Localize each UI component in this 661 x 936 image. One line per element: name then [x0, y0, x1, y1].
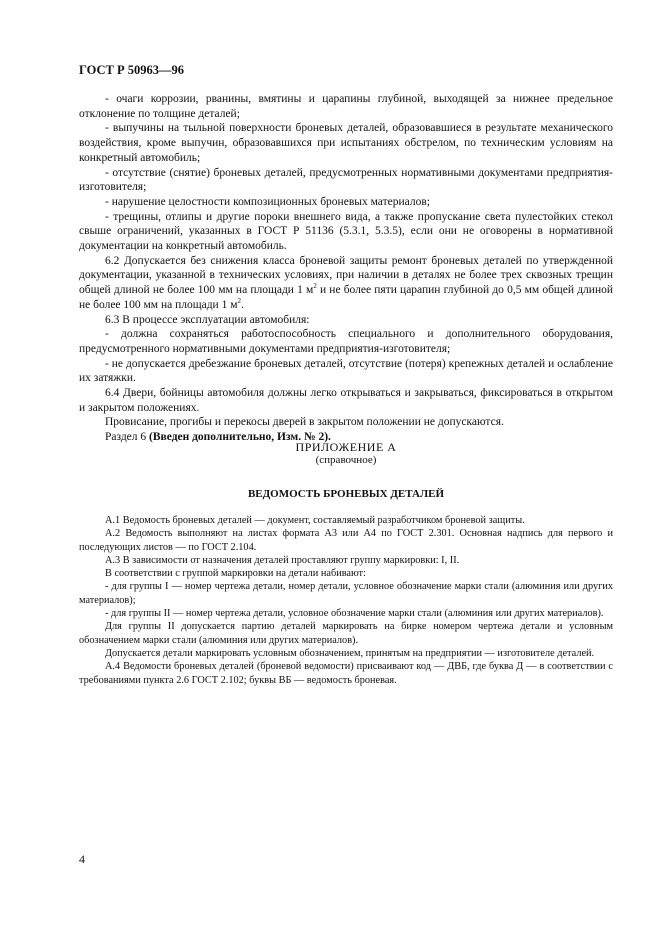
paragraph: Провисание, прогибы и перекосы дверей в закрытом положении не допускаются. [105, 416, 504, 429]
clause-6-3: 6.3 В процессе эксплуатации автомобиля: [105, 313, 310, 326]
list-item: - трещины, отлипы и другие пороки внешнего вида, а также пропускание света пулестойких стекол свыше ограничений, указанных в ГОСТ Р 51136 (5.3.1, 5.3.5), если они не оговорены в нормативной документации на конкретный автомобиль. [79, 210, 613, 253]
clause-text: и не более пяти царапин глубиной до 0,5 мм общей длиной не более 100 мм на площади 1 м [79, 284, 613, 311]
document-body [79, 92, 613, 445]
list-item: - выпучины на тыльной поверхности броневых деталей, образовавшиеся в результате механического воздействия, кроме выпучин, образовавшихся при испытаниях обстрелом, по техническим условиям на конкретный автомобиль; [79, 122, 613, 164]
list-item: - должна сохраняться работоспособность специального и дополнительного оборудования, предусмотренного нормативными документами предприятия-изготовителя; [79, 328, 613, 355]
list-item: - не допускается дребезжание броневых деталей, отсутствие (потеря) крепежных деталей и ослабление их затяжки. [79, 357, 613, 385]
paragraph: А.4 Ведомости броневых деталей (броневой ведомости) присваивают код — ДВБ, где буква Д — в соответствии с требованиями пункта 2.6 ГОСТ 2.102; буквы ВБ — ведомость броневая. [79, 661, 613, 686]
section-title: ВЕДОМОСТЬ БРОНЕВЫХ ДЕТАЛЕЙ [247, 488, 445, 500]
superscript: 2 [237, 297, 241, 306]
amendment-bold: (Введен дополнительно, Изм. № 2). [149, 431, 331, 444]
appendix-body [79, 514, 613, 687]
paragraph: В соответствии с группой маркировки на детали набивают: [105, 568, 366, 580]
list-item: - очаги коррозии, рванины, вмятины и царапины глубиной, выходящей за нижнее предельное отклонение по толщине деталей; [79, 93, 613, 120]
clause-6-2 [79, 254, 613, 313]
list-item: - для группы II — номер чертежа детали, условное обозначение марки стали (алюминия или других материалов). [105, 608, 604, 620]
list-item: - для группы I — номер чертежа детали, номер детали, условное обозначение марки стали (алюминия или других материалов); [79, 581, 613, 606]
list-item: - нарушение целостности композиционных броневых материалов; [105, 195, 430, 208]
paragraph: А.1 Ведомость броневых деталей — документ, составляемый разработчиком броневой защиты. [105, 515, 525, 526]
appendix-subtitle: (справочное) [315, 454, 377, 466]
clause-text: . [240, 298, 244, 311]
appendix-title: ПРИЛОЖЕНИЕ А [295, 440, 397, 454]
paragraph: А.3 В зависимости от назначения деталей проставляют группу маркировки: I, II. [105, 554, 460, 566]
paragraph: Для группы II допускается партию деталей маркировать на бирке номером чертежа детали и условным обозначением марки стали (алюминия или других материалов). [79, 621, 613, 646]
clause-text: 6.2 Допускается без снижения класса броневой защиты ремонт броневых деталей по утвержденной документации, указанной в технических условиях, при наличии в деталях не более трех сквозных трещин общей длиной не более 100 мм на площади 1 м [79, 254, 613, 297]
paragraph: А.2 Ведомость выполняют на листах формата А3 или А4 по ГОСТ 2.301. Основная надпись для первого и последующих листов — по ГОСТ 2.104. [79, 528, 613, 553]
page-number: 4 [79, 852, 85, 866]
superscript: 2 [313, 282, 317, 291]
amendment-prefix: Раздел 6 [105, 431, 150, 444]
clause-6-4: 6.4 Двери, бойницы автомобиля должны легко открываться и закрываться, фиксироваться в открытом и закрытом положениях. [79, 387, 613, 414]
document-header: ГОСТ Р 50963—96 [79, 63, 185, 77]
list-item: - отсутствие (снятие) броневых деталей, предусмотренных нормативными документами предприятия-изготовителя; [79, 166, 613, 194]
paragraph: Допускается детали маркировать условным обозначением, принятым на предприятии — изготовителе деталей. [105, 647, 595, 659]
